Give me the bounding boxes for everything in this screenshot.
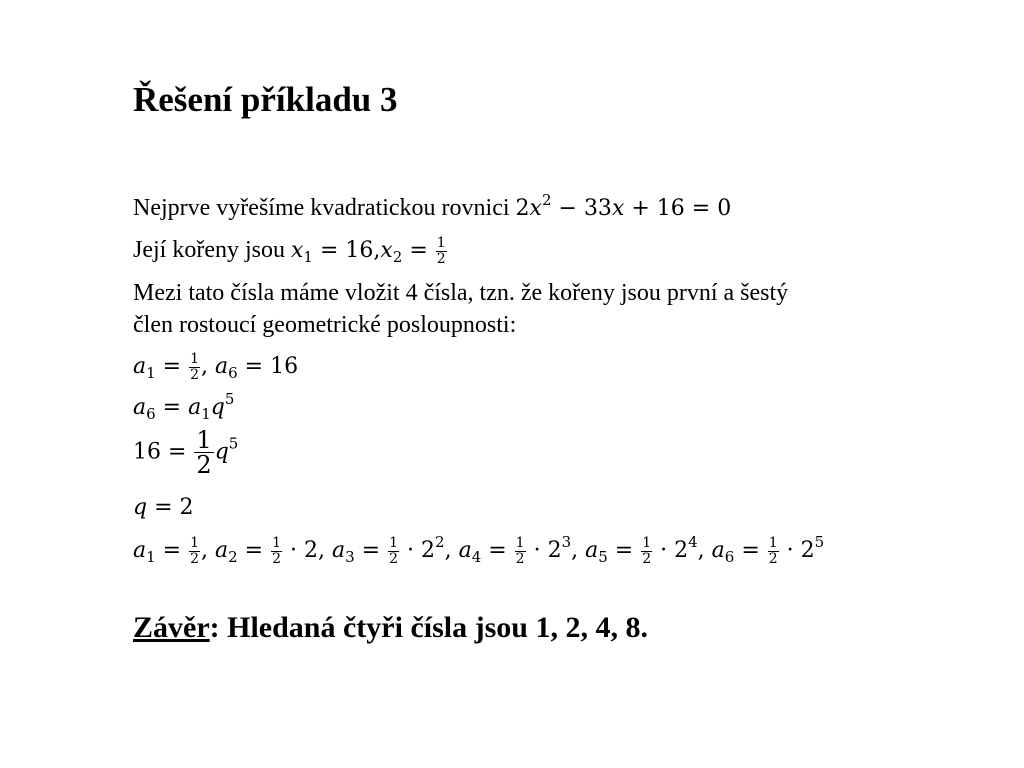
quadratic-equation-line [133,191,732,221]
explanation-line-1: Mezi tato čísla máme vložit 4 čísla, tzn. že kořeny jsou první a šestý [133,280,789,306]
conclusion-label: Závěr [133,611,210,644]
slide-title: Řešení příkladu 3 [133,80,398,119]
roots-formula: $x_1 = 16,x_2$ = $\frac{1}{2}$ [290,235,446,267]
formula-substituted: 16 = $\frac{1}{2}$ $q^5$ [133,426,239,479]
formula-a1-a6: $a_1$ = $\frac{1}{2}$ , $a_6 = 16$ [133,351,299,383]
formula-q: q = 2 [133,495,194,520]
quadratic-equation: $2x^2 - 33x + 16 = 0$ [515,191,732,221]
roots-line [133,236,448,266]
explanation-line-2: člen rostoucí geometrické posloupnosti: [133,312,517,338]
formula-geometric: $a_6 = a_1q^5$ [133,390,235,423]
roots-text: Její kořeny jsou [133,237,291,264]
formula-sequence: $a_1$ = $\frac{1}{2}$ , $a_2$ = $\frac{1}{2}$ · 2, $a_3$ = $\frac{1}{2}$ · $2^2$, $a_4$ = $\frac{1}{2}$ · $2^3$, $a_5$ = $\frac{1}{2}$ · $2^4$, $a_6$ = $\frac{1}{2}$ · $2^5$ [133,533,825,567]
conclusion [133,611,648,645]
conclusion-text: : Hledaná čtyři čísla jsou 1, 2, 4, 8. [209,611,648,644]
intro-text: Nejprve vyřešíme kvadratickou rovnici [133,195,516,221]
